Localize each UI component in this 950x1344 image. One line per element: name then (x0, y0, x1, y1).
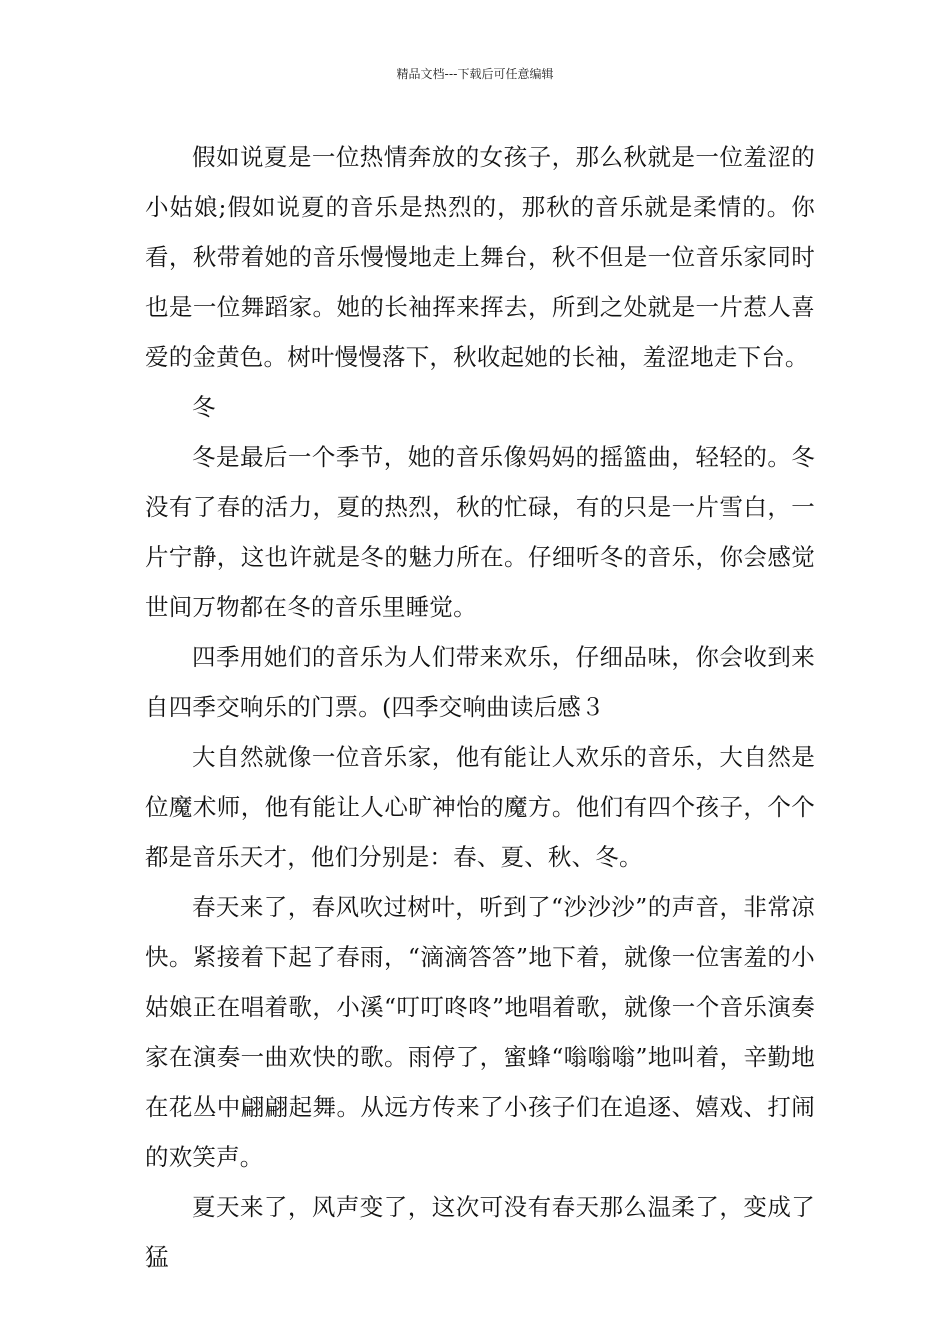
paragraph-autumn: 假如说夏是一位热情奔放的女孩子，那么秋就是一位羞涩的小姑娘;假如说夏的音乐是热烈的，那秋的音乐就是柔情的。你看，秋带着她的音乐慢慢地走上舞台，秋不但是一位音乐家同时也是一位舞蹈家。她的长袖挥来挥去，所到之处就是一片惹人喜爱的金黄色。树叶慢慢落下，秋收起她的长袖，羞涩地走下台。 (145, 143, 815, 371)
document-body (145, 132, 815, 1282)
paragraph-four-seasons: 四季用她们的音乐为人们带来欢乐，仔细品味，你会收到来自四季交响乐的门票。(四季交响曲读后感３ (145, 643, 815, 721)
paragraph-spring: 春天来了，春风吹过树叶，听到了“沙沙沙”的声音，非常凉快。紧接着下起了春雨，“滴滴答答”地下着，就像一位害羞的小姑娘正在唱着歌，小溪“叮叮咚咚”地唱着歌，就像一个音乐演奏家在演奏一曲欢快的歌。雨停了，蜜蜂“嗡嗡嗡”地叫着，辛勤地在花丛中翩翩起舞。从远方传来了小孩子们在追逐、嬉戏、打闹的欢笑声。 (145, 893, 815, 1171)
paragraph-summer: 夏天来了，风声变了，这次可没有春天那么温柔了，变成了猛 (145, 1193, 815, 1271)
paragraph-winter-heading: 冬 (192, 393, 216, 421)
paragraph-nature: 大自然就像一位音乐家，他有能让人欢乐的音乐，大自然是位魔术师，他有能让人心旷神怡的魔方。他们有四个孩子，个个都是音乐天才，他们分别是：春、夏、秋、冬。 (145, 743, 815, 871)
paragraph-winter: 冬是最后一个季节，她的音乐像妈妈的摇篮曲，轻轻的。冬没有了春的活力，夏的热烈，秋的忙碌，有的只是一片雪白，一片宁静，这也许就是冬的魅力所在。仔细听冬的音乐，你会感觉世间万物都在冬的音乐里睡觉。 (145, 443, 815, 621)
page-header: 精品文档---下载后可任意编辑 (396, 67, 554, 81)
